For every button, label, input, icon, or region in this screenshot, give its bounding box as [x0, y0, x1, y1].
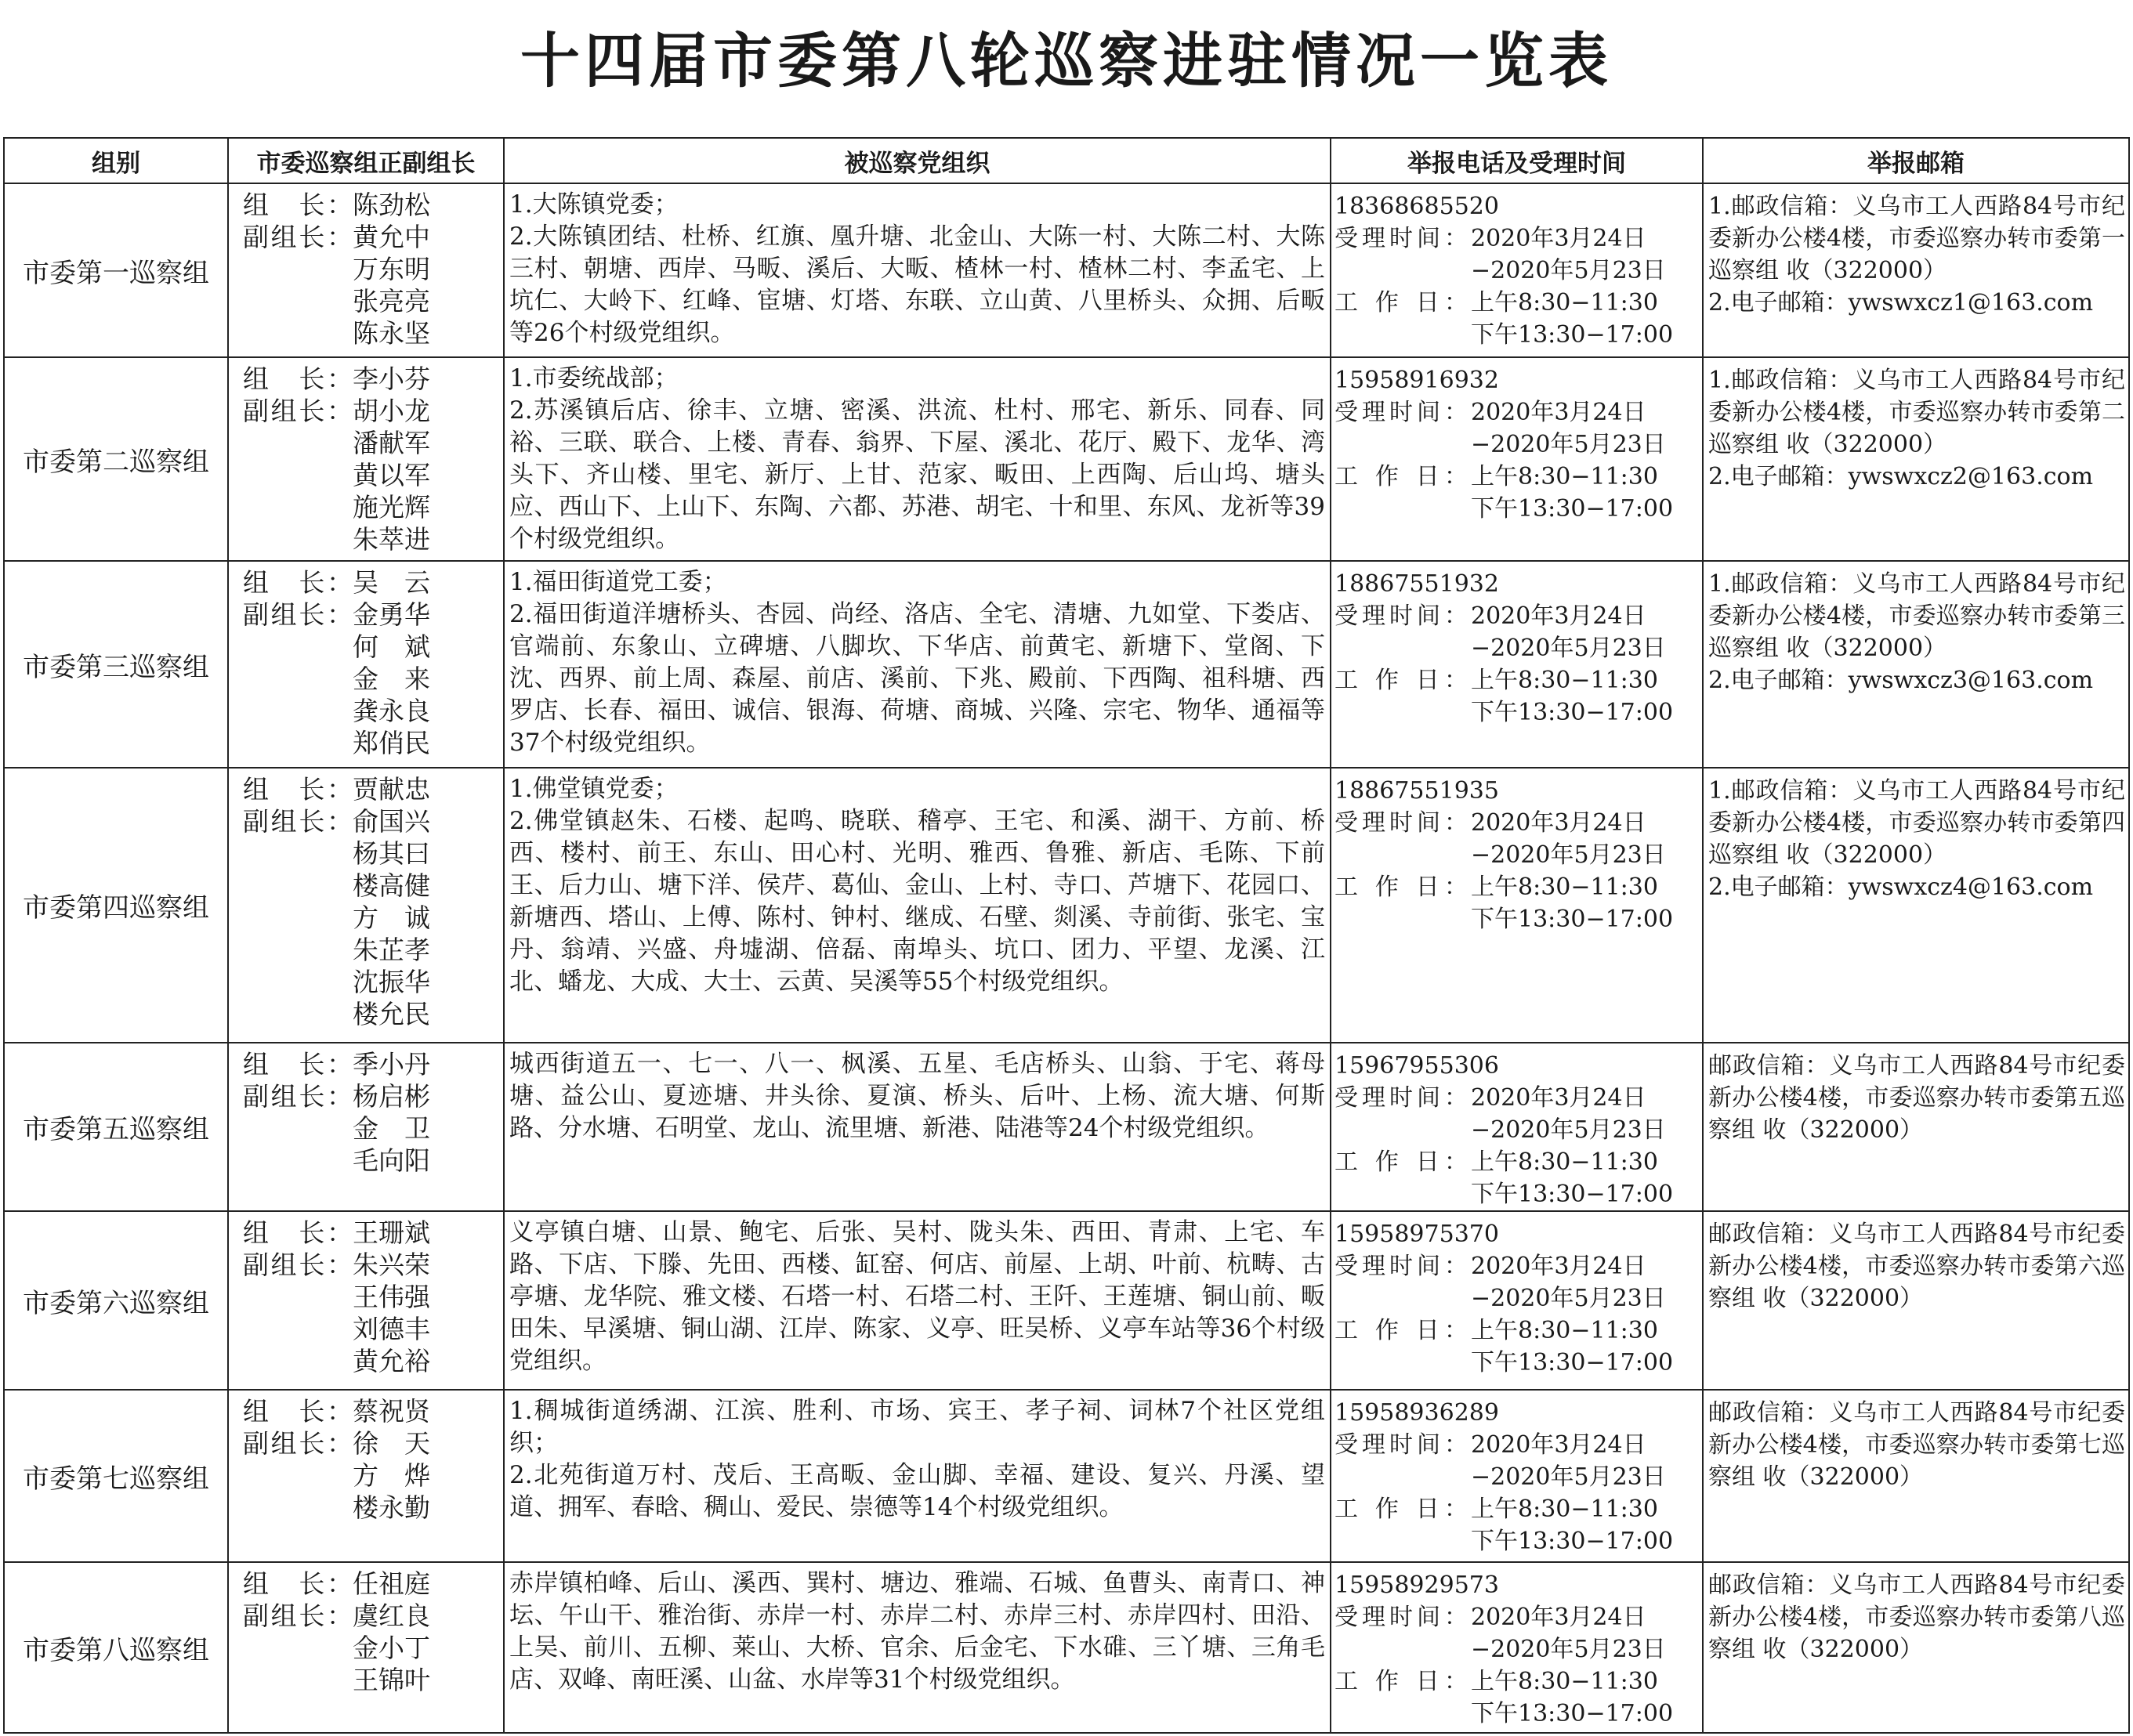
deputy-name: 施光辉	[353, 492, 430, 523]
phone-cell	[1331, 1043, 1703, 1211]
deputy-name: 黄以军	[353, 460, 430, 490]
group-cell: 市委第七巡察组	[4, 1390, 228, 1562]
date-end: −2020年5月23日	[1471, 841, 1666, 869]
phone-cell	[1331, 768, 1703, 1043]
accept-label: 受理时间：	[1334, 1431, 1468, 1459]
org-line: 城西街道五一、七一、八一、枫溪、五星、毛店桥头、山翁、于宅、蒋母塘、益公山、夏迹塘、井头徐、夏演、桥头、后叶、上杨、流大塘、何斯路、分水塘、石明堂、龙山、流里塘、新港、陆港等24个村级党组织。	[509, 1050, 1325, 1142]
leader-name: 王珊斌	[353, 1217, 430, 1248]
am-hours: 上午8:30−11:30	[1471, 1317, 1658, 1344]
am-hours: 上午8:30−11:30	[1471, 667, 1658, 694]
leader-name: 蔡祝贤	[353, 1396, 430, 1427]
phone-number: 15958936289	[1334, 1399, 1499, 1427]
date-start: 2020年3月24日	[1471, 225, 1646, 252]
deputy-label: 副组长：	[243, 1600, 353, 1631]
mail-line: 1.邮政信箱：义乌市工人西路84号市纪委新办公楼4楼，市委巡察办转市委第一巡察组 收（322000）	[1708, 193, 2125, 284]
date-end: −2020年5月23日	[1471, 257, 1666, 284]
date-start: 2020年3月24日	[1471, 1253, 1646, 1280]
accept-label: 受理时间：	[1334, 1604, 1468, 1631]
deputy-label: 副组长：	[243, 1081, 353, 1112]
deputy-name: 万东明	[353, 254, 430, 284]
mail-cell	[1703, 1211, 2129, 1390]
work-label: 工 作 日：	[1334, 1668, 1468, 1695]
group-cell: 市委第一巡察组	[4, 183, 228, 357]
am-hours: 上午8:30−11:30	[1471, 1495, 1658, 1523]
leader-label: 组 长：	[243, 1568, 353, 1599]
work-label: 工 作 日：	[1334, 1317, 1468, 1344]
accept-label: 受理时间：	[1334, 225, 1468, 252]
deputy-name: 张亮亮	[353, 286, 430, 316]
header-row	[4, 138, 2129, 183]
leader-name: 贾献忠	[353, 774, 430, 805]
pm-hours: 下午13:30−17:00	[1471, 321, 1674, 349]
date-start: 2020年3月24日	[1471, 399, 1646, 426]
deputy-name: 郑俏民	[353, 728, 430, 758]
org-line: 1.佛堂镇党委；	[509, 775, 679, 803]
mail-cell	[1703, 183, 2129, 357]
org-line: 赤岸镇柏峰、后山、溪西、巽村、塘边、雅端、石城、鱼曹头、南青口、神坛、午山干、雅治街、赤岸一村、赤岸二村、赤岸三村、赤岸四村、田沿、上吴、前川、五柳、莱山、大桥、官余、后金宅、下水碓、三丫塘、三角毛店、双峰、南旺溪、山盆、水岸等31个村级党组织。	[509, 1569, 1325, 1694]
pm-hours: 下午13:30−17:00	[1471, 1349, 1674, 1376]
pm-hours: 下午13:30−17:00	[1471, 906, 1674, 933]
org-line: 1.福田街道党工委；	[509, 568, 727, 596]
work-label: 工 作 日：	[1334, 1148, 1468, 1176]
date-end: −2020年5月23日	[1471, 1285, 1666, 1312]
deputy-name: 朱萃进	[353, 524, 430, 555]
deputy-name: 金 来	[353, 664, 430, 694]
am-hours: 上午8:30−11:30	[1471, 873, 1658, 901]
org-line: 义亭镇白塘、山景、鲍宅、后张、吴村、陇头朱、西田、青肃、上宅、车路、下店、下滕、先田、西楼、缸窑、何店、前屋、上胡、叶前、杭畴、古亭塘、龙华院、雅文楼、石塔一村、石塔二村、王阡、王莲塘、铜山前、畈田朱、早溪塘、铜山湖、江岸、陈家、义亭、旺吴桥、义亭车站等36个村级党组织。	[509, 1218, 1325, 1375]
deputy-name: 刘德丰	[353, 1314, 430, 1344]
deputy-name: 杨其曰	[353, 838, 430, 869]
leader-name: 吴 云	[353, 567, 430, 598]
leaders-cell	[228, 768, 504, 1043]
date-end: −2020年5月23日	[1471, 1463, 1666, 1491]
org-line: 1.稠城街道绣湖、江滨、胜利、市场、宾王、孝子祠、词林7个社区党组织；	[509, 1397, 1325, 1457]
date-end: −2020年5月23日	[1471, 431, 1666, 458]
deputy-name: 朱兴荣	[353, 1250, 430, 1280]
orgs-cell	[504, 768, 1331, 1043]
deputy-label: 副组长：	[243, 599, 353, 630]
date-start: 2020年3月24日	[1471, 602, 1646, 630]
mail-cell	[1703, 561, 2129, 768]
table-row	[4, 357, 2129, 561]
leaders-cell	[228, 357, 504, 561]
mail-line: 1.邮政信箱：义乌市工人西路84号市纪委新办公楼4楼，市委巡察办转市委第三巡察组 收（322000）	[1708, 570, 2125, 662]
leaders-cell	[228, 1562, 504, 1733]
leaders-cell	[228, 1390, 504, 1562]
date-start: 2020年3月24日	[1471, 809, 1646, 837]
org-line: 2.苏溪镇后店、徐丰、立塘、密溪、洪流、杜村、邢宅、新乐、同春、同裕、三联、联合、上楼、青春、翁界、下屋、溪北、花厅、殿下、龙华、湾头下、齐山楼、里宅、新厅、上甘、范家、畈田、上西陶、后山坞、塘头应、西山下、上山下、东陶、六都、苏港、胡宅、十和里、东风、龙祈等39个村级党组织。	[509, 396, 1325, 553]
pm-hours: 下午13:30−17:00	[1471, 1181, 1674, 1208]
group-cell: 市委第五巡察组	[4, 1043, 228, 1211]
work-label: 工 作 日：	[1334, 667, 1468, 694]
leader-name: 任祖庭	[353, 1568, 430, 1599]
deputy-name: 俞国兴	[353, 806, 430, 837]
orgs-cell	[504, 183, 1331, 357]
mail-line: 邮政信箱：义乌市工人西路84号市纪委新办公楼4楼，市委巡察办转市委第七巡察组 收（322000）	[1708, 1399, 2125, 1491]
deputy-label: 副组长：	[243, 1428, 353, 1459]
mail-cell	[1703, 1562, 2129, 1733]
table-row	[4, 1390, 2129, 1562]
org-line: 1.大陈镇党委；	[509, 190, 679, 219]
deputy-name: 陈永坚	[353, 318, 430, 349]
phone-cell	[1331, 1211, 1703, 1390]
date-end: −2020年5月23日	[1471, 1116, 1666, 1144]
mail-line: 2.电子邮箱：ywswxcz4@163.com	[1708, 873, 2094, 901]
accept-label: 受理时间：	[1334, 1253, 1468, 1280]
header-mail: 举报邮箱	[1703, 138, 2129, 183]
mail-cell	[1703, 357, 2129, 561]
deputy-label: 副组长：	[243, 1250, 353, 1280]
group-cell: 市委第六巡察组	[4, 1211, 228, 1390]
am-hours: 上午8:30−11:30	[1471, 289, 1658, 316]
org-line: 2.佛堂镇赵朱、石楼、起鸣、晓联、稽亭、王宅、和溪、湖干、方前、桥西、楼村、前王、东山、田心村、光明、雅西、鲁雅、新店、毛陈、下前王、后力山、塘下洋、侯芹、葛仙、金山、上村、寺口、芦塘下、花园口、新塘西、塔山、上傅、陈村、钟村、继成、石壁、剡溪、寺前街、张宅、宝丹、翁靖、兴盛、舟墟湖、倍磊、南埠头、坑口、团力、平望、龙溪、江北、蟠龙、大成、大士、云黄、吴溪等55个村级党组织。	[509, 807, 1325, 996]
page-title: 十四届市委第八轮巡察进驻情况一览表	[520, 26, 1613, 96]
leader-label: 组 长：	[243, 190, 353, 220]
orgs-cell	[504, 1043, 1331, 1211]
table-row	[4, 1043, 2129, 1211]
am-hours: 上午8:30−11:30	[1471, 1148, 1658, 1176]
mail-line: 1.邮政信箱：义乌市工人西路84号市纪委新办公楼4楼，市委巡察办转市委第二巡察组 收（322000）	[1708, 367, 2125, 458]
table-row	[4, 1562, 2129, 1733]
leader-name: 陈劲松	[353, 190, 430, 220]
leaders-cell	[228, 183, 504, 357]
table-row	[4, 561, 2129, 768]
deputy-name: 毛向阳	[353, 1145, 430, 1176]
date-end: −2020年5月23日	[1471, 1636, 1666, 1663]
accept-label: 受理时间：	[1334, 1084, 1468, 1112]
work-label: 工 作 日：	[1334, 463, 1468, 490]
phone-number: 15967955306	[1334, 1052, 1499, 1080]
phone-number: 15958975370	[1334, 1221, 1499, 1248]
deputy-name: 黄允裕	[353, 1346, 430, 1376]
pm-hours: 下午13:30−17:00	[1471, 699, 1674, 726]
leaders-cell	[228, 1043, 504, 1211]
date-start: 2020年3月24日	[1471, 1604, 1646, 1631]
deputy-name: 徐 天	[353, 1428, 430, 1459]
deputy-name: 王伟强	[353, 1282, 430, 1312]
table-row	[4, 768, 2129, 1043]
org-line: 2.大陈镇团结、杜桥、红旗、凰升塘、北金山、大陈一村、大陈二村、大陈三村、朝塘、西岸、马畈、溪后、大畈、楂林一村、楂林二村、李孟宅、上坑仁、大岭下、红峰、宦塘、灯塔、东联、立山黄、八里桥头、众拥、后畈等26个村级党组织。	[509, 222, 1325, 347]
header-orgs: 被巡察党组织	[504, 138, 1331, 183]
phone-number: 18867551935	[1334, 777, 1499, 805]
phone-cell	[1331, 1562, 1703, 1733]
mail-line: 2.电子邮箱：ywswxcz3@163.com	[1708, 667, 2094, 694]
work-label: 工 作 日：	[1334, 1495, 1468, 1523]
table-body	[4, 183, 2129, 1733]
date-start: 2020年3月24日	[1471, 1431, 1646, 1459]
mail-line: 邮政信箱：义乌市工人西路84号市纪委新办公楼4楼，市委巡察办转市委第六巡察组 收（322000）	[1708, 1221, 2125, 1312]
pm-hours: 下午13:30−17:00	[1471, 1528, 1674, 1555]
deputy-name: 龚永良	[353, 696, 430, 726]
mail-line: 邮政信箱：义乌市工人西路84号市纪委新办公楼4楼，市委巡察办转市委第八巡察组 收（322000）	[1708, 1571, 2125, 1663]
pm-hours: 下午13:30−17:00	[1471, 1700, 1674, 1727]
leader-label: 组 长：	[243, 774, 353, 805]
date-start: 2020年3月24日	[1471, 1084, 1646, 1112]
header-phone: 举报电话及受理时间	[1331, 138, 1703, 183]
am-hours: 上午8:30−11:30	[1471, 1668, 1658, 1695]
deputy-name: 何 斌	[353, 631, 430, 662]
phone-cell	[1331, 357, 1703, 561]
deputy-name: 金小丁	[353, 1633, 430, 1663]
deputy-name: 沈振华	[353, 967, 430, 997]
table-row	[4, 1211, 2129, 1390]
mail-cell	[1703, 1043, 2129, 1211]
deputy-name: 方 烨	[353, 1460, 430, 1491]
header-group: 组别	[4, 138, 228, 183]
leaders-cell	[228, 1211, 504, 1390]
deputy-name: 楼高健	[353, 870, 430, 901]
accept-label: 受理时间：	[1334, 399, 1468, 426]
leader-label: 组 长：	[243, 1217, 353, 1248]
accept-label: 受理时间：	[1334, 602, 1468, 630]
accept-label: 受理时间：	[1334, 809, 1468, 837]
deputy-label: 副组长：	[243, 396, 353, 426]
phone-cell	[1331, 1390, 1703, 1562]
am-hours: 上午8:30−11:30	[1471, 463, 1658, 490]
phone-number: 18368685520	[1334, 193, 1499, 220]
phone-cell	[1331, 561, 1703, 768]
leader-name: 季小丹	[353, 1049, 430, 1080]
deputy-name: 朱芷孝	[353, 935, 430, 965]
phone-cell	[1331, 183, 1703, 357]
group-cell: 市委第四巡察组	[4, 768, 228, 1043]
group-cell: 市委第三巡察组	[4, 561, 228, 768]
group-cell: 市委第八巡察组	[4, 1562, 228, 1733]
orgs-cell	[504, 561, 1331, 768]
org-line: 2.北苑街道万村、茂后、王高畈、金山脚、幸福、建设、复兴、丹溪、望道、拥军、春晗、稠山、爱民、崇德等14个村级党组织。	[509, 1461, 1325, 1521]
deputy-name: 楼允民	[353, 999, 430, 1029]
work-label: 工 作 日：	[1334, 289, 1468, 316]
deputy-name: 金勇华	[353, 599, 430, 630]
org-line: 2.福田街道洋塘桥头、杏园、尚经、洛店、全宅、清塘、九如堂、下娄店、官端前、东象山、立碑塘、八脚坎、下华店、前黄宅、新塘下、堂阁、下沈、西界、前上周、森屋、前店、溪前、下兆、殿前、下西陶、祖科塘、西罗店、长春、福田、诚信、银海、荷塘、商城、兴隆、宗宅、物华、通福等37个村级党组织。	[509, 600, 1325, 757]
phone-number: 18867551932	[1334, 570, 1499, 598]
leader-name: 李小芬	[353, 363, 430, 394]
leader-label: 组 长：	[243, 1396, 353, 1427]
group-cell: 市委第二巡察组	[4, 357, 228, 561]
deputy-name: 杨启彬	[353, 1081, 430, 1112]
deputy-label: 副组长：	[243, 806, 353, 837]
date-end: −2020年5月23日	[1471, 635, 1666, 662]
mail-line: 1.邮政信箱：义乌市工人西路84号市纪委新办公楼4楼，市委巡察办转市委第四巡察组 收（322000）	[1708, 777, 2125, 869]
header-leaders: 市委巡察组正副组长	[228, 138, 504, 183]
deputy-name: 胡小龙	[353, 396, 430, 426]
deputy-name: 黄允中	[353, 222, 430, 252]
deputy-name: 方 诚	[353, 902, 430, 933]
deputy-name: 虞红良	[353, 1600, 430, 1631]
leaders-cell	[228, 561, 504, 768]
deputy-name: 潘献军	[353, 428, 430, 458]
mail-line: 2.电子邮箱：ywswxcz1@163.com	[1708, 289, 2094, 316]
deputy-label: 副组长：	[243, 222, 353, 252]
mail-line: 2.电子邮箱：ywswxcz2@163.com	[1708, 463, 2094, 490]
orgs-cell	[504, 357, 1331, 561]
phone-number: 15958929573	[1334, 1571, 1499, 1599]
deputy-name: 楼永勤	[353, 1492, 430, 1523]
work-label: 工 作 日：	[1334, 873, 1468, 901]
deputy-name: 金 卫	[353, 1113, 430, 1144]
orgs-cell	[504, 1562, 1331, 1733]
pm-hours: 下午13:30−17:00	[1471, 495, 1674, 523]
orgs-cell	[504, 1390, 1331, 1562]
mail-cell	[1703, 1390, 2129, 1562]
org-line: 1.市委统战部；	[509, 364, 679, 392]
inspection-table	[3, 137, 2130, 1734]
leader-label: 组 长：	[243, 363, 353, 394]
orgs-cell	[504, 1211, 1331, 1390]
phone-number: 15958916932	[1334, 367, 1499, 394]
mail-line: 邮政信箱：义乌市工人西路84号市纪委新办公楼4楼，市委巡察办转市委第五巡察组 收（322000）	[1708, 1052, 2125, 1144]
leader-label: 组 长：	[243, 567, 353, 598]
leader-label: 组 长：	[243, 1049, 353, 1080]
deputy-name: 王锦叶	[353, 1665, 430, 1695]
table-row	[4, 183, 2129, 357]
mail-cell	[1703, 768, 2129, 1043]
